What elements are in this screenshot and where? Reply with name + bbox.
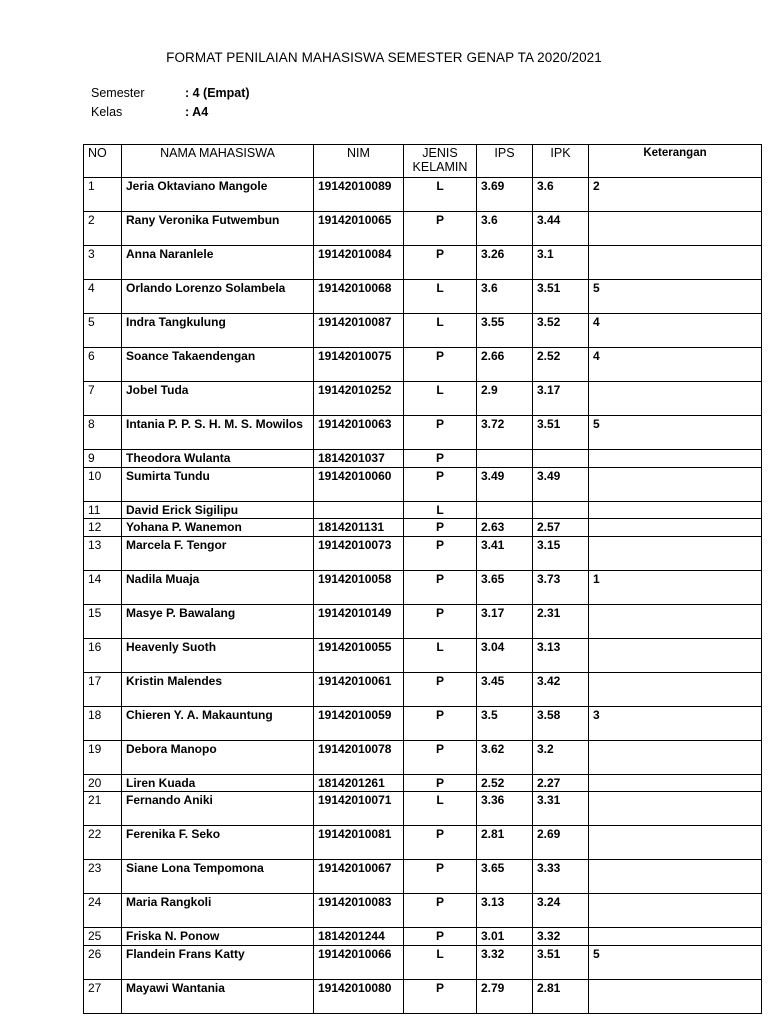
row-nama: Indra Tangkulung (122, 314, 314, 348)
table-row (84, 945, 762, 979)
row-ips: 3.6 (477, 212, 533, 246)
row-ipk: 2.81 (533, 979, 589, 1013)
row-nim: 19142010075 (314, 348, 404, 382)
row-jenis-kelamin: P (404, 672, 477, 706)
row-jenis-kelamin: P (404, 416, 477, 450)
table-row (84, 604, 762, 638)
row-nama: Anna Naranlele (122, 246, 314, 280)
table-row (84, 979, 762, 1013)
row-ipk: 3.31 (533, 792, 589, 826)
row-nama: Kristin Malendes (122, 672, 314, 706)
row-ips: 2.63 (477, 519, 533, 537)
row-jenis-kelamin: P (404, 979, 477, 1013)
row-ipk: 3.44 (533, 212, 589, 246)
table-row (84, 519, 762, 537)
row-no: 16 (84, 638, 122, 672)
row-nim (314, 501, 404, 519)
row-nim: 19142010068 (314, 280, 404, 314)
row-nim: 19142010067 (314, 860, 404, 894)
row-nama: Friska N. Ponow (122, 928, 314, 946)
row-nama: Nadila Muaja (122, 570, 314, 604)
header-ipk: IPK (533, 145, 589, 178)
row-nama: David Erick Sigilipu (122, 501, 314, 519)
row-no: 27 (84, 979, 122, 1013)
row-jenis-kelamin: P (404, 740, 477, 774)
row-ipk (533, 450, 589, 468)
row-ipk: 3.42 (533, 672, 589, 706)
row-jenis-kelamin: P (404, 450, 477, 468)
row-keterangan (589, 450, 762, 468)
header-nama: NAMA MAHASISWA (122, 145, 314, 178)
row-jenis-kelamin: P (404, 467, 477, 501)
row-nim: 1814201261 (314, 774, 404, 792)
table-row (84, 416, 762, 450)
table-row (84, 928, 762, 946)
row-nim: 19142010083 (314, 894, 404, 928)
row-nama: Siane Lona Tempomona (122, 860, 314, 894)
row-ips: 3.65 (477, 860, 533, 894)
row-ipk: 3.15 (533, 536, 589, 570)
header-jk-line2: KELAMIN (412, 160, 468, 174)
row-nim: 1814201037 (314, 450, 404, 468)
row-keterangan (589, 792, 762, 826)
row-jenis-kelamin: L (404, 280, 477, 314)
row-jenis-kelamin: P (404, 928, 477, 946)
row-no: 4 (84, 280, 122, 314)
header-keterangan: Keterangan (589, 145, 762, 178)
row-ipk: 3.32 (533, 928, 589, 946)
row-ips: 3.49 (477, 467, 533, 501)
row-nim: 1814201131 (314, 519, 404, 537)
table-header-row (84, 145, 762, 178)
row-jenis-kelamin: L (404, 178, 477, 212)
row-keterangan (589, 860, 762, 894)
row-keterangan (589, 672, 762, 706)
row-no: 12 (84, 519, 122, 537)
table-row (84, 894, 762, 928)
row-no: 6 (84, 348, 122, 382)
semester-label: Semester (91, 86, 145, 100)
row-nim: 19142010078 (314, 740, 404, 774)
table-row (84, 450, 762, 468)
row-jenis-kelamin: P (404, 536, 477, 570)
table-row (84, 280, 762, 314)
row-ipk: 3.51 (533, 945, 589, 979)
row-ips: 3.41 (477, 536, 533, 570)
row-keterangan (589, 467, 762, 501)
row-jenis-kelamin: P (404, 519, 477, 537)
row-jenis-kelamin: P (404, 604, 477, 638)
row-ips: 3.13 (477, 894, 533, 928)
table-row (84, 638, 762, 672)
row-ipk: 3.2 (533, 740, 589, 774)
row-nama: Jeria Oktaviano Mangole (122, 178, 314, 212)
row-nim: 19142010089 (314, 178, 404, 212)
row-ipk: 3.73 (533, 570, 589, 604)
row-jenis-kelamin: L (404, 945, 477, 979)
row-nim: 19142010060 (314, 467, 404, 501)
row-nama: Mayawi Wantania (122, 979, 314, 1013)
row-no: 8 (84, 416, 122, 450)
row-ips: 3.69 (477, 178, 533, 212)
row-no: 24 (84, 894, 122, 928)
row-ips: 3.45 (477, 672, 533, 706)
row-ips: 2.79 (477, 979, 533, 1013)
row-ips (477, 450, 533, 468)
row-keterangan (589, 501, 762, 519)
table-row (84, 774, 762, 792)
row-ips: 3.65 (477, 570, 533, 604)
semester-value: : 4 (Empat) (185, 86, 250, 100)
row-nama: Maria Rangkoli (122, 894, 314, 928)
row-no: 19 (84, 740, 122, 774)
header-nim: NIM (314, 145, 404, 178)
table-row (84, 212, 762, 246)
table-row (84, 740, 762, 774)
row-ips: 2.9 (477, 382, 533, 416)
row-no: 5 (84, 314, 122, 348)
row-ipk: 3.49 (533, 467, 589, 501)
header-ips: IPS (477, 145, 533, 178)
row-nama: Yohana P. Wanemon (122, 519, 314, 537)
row-no: 13 (84, 536, 122, 570)
row-keterangan (589, 979, 762, 1013)
row-jenis-kelamin: P (404, 246, 477, 280)
row-ips: 3.6 (477, 280, 533, 314)
document-title: FORMAT PENILAIAN MAHASISWA SEMESTER GENAP TA 2020/2021 (166, 50, 602, 65)
row-nim: 19142010073 (314, 536, 404, 570)
row-keterangan (589, 212, 762, 246)
row-nama: Intania P. P. S. H. M. S. Mowilos (122, 416, 314, 450)
kelas-line (91, 105, 208, 119)
row-keterangan (589, 826, 762, 860)
row-ipk: 3.52 (533, 314, 589, 348)
row-keterangan (589, 604, 762, 638)
row-no: 17 (84, 672, 122, 706)
row-nama: Soance Takaendengan (122, 348, 314, 382)
header-jk-line1: JENIS (422, 146, 458, 160)
row-ipk: 3.51 (533, 280, 589, 314)
row-nama: Jobel Tuda (122, 382, 314, 416)
row-ipk: 3.51 (533, 416, 589, 450)
row-keterangan (589, 928, 762, 946)
row-no: 11 (84, 501, 122, 519)
table-row (84, 382, 762, 416)
row-nama: Heavenly Suoth (122, 638, 314, 672)
row-jenis-kelamin: L (404, 638, 477, 672)
row-jenis-kelamin: P (404, 894, 477, 928)
row-ipk: 3.1 (533, 246, 589, 280)
row-nama: Liren Kuada (122, 774, 314, 792)
row-keterangan (589, 536, 762, 570)
row-ipk: 2.27 (533, 774, 589, 792)
row-keterangan (589, 638, 762, 672)
row-no: 10 (84, 467, 122, 501)
row-no: 20 (84, 774, 122, 792)
row-ips: 3.62 (477, 740, 533, 774)
table-row (84, 826, 762, 860)
row-nim: 19142010252 (314, 382, 404, 416)
row-jenis-kelamin: L (404, 501, 477, 519)
table-row (84, 348, 762, 382)
row-no: 7 (84, 382, 122, 416)
row-nama: Masye P. Bawalang (122, 604, 314, 638)
row-ips: 2.66 (477, 348, 533, 382)
row-ips: 3.32 (477, 945, 533, 979)
table-row (84, 178, 762, 212)
row-ipk (533, 501, 589, 519)
row-jenis-kelamin: P (404, 570, 477, 604)
row-nim: 19142010071 (314, 792, 404, 826)
table-row (84, 570, 762, 604)
row-nama: Ferenika F. Seko (122, 826, 314, 860)
row-keterangan (589, 894, 762, 928)
row-ipk: 2.57 (533, 519, 589, 537)
row-jenis-kelamin: P (404, 348, 477, 382)
row-keterangan: 4 (589, 348, 762, 382)
row-ipk: 3.6 (533, 178, 589, 212)
row-no: 3 (84, 246, 122, 280)
row-keterangan (589, 740, 762, 774)
row-nim: 19142010065 (314, 212, 404, 246)
table-row (84, 246, 762, 280)
row-no: 22 (84, 826, 122, 860)
row-ips: 3.36 (477, 792, 533, 826)
row-nama: Orlando Lorenzo Solambela (122, 280, 314, 314)
table-row (84, 467, 762, 501)
row-jenis-kelamin: P (404, 860, 477, 894)
row-nim: 19142010059 (314, 706, 404, 740)
table-row (84, 536, 762, 570)
row-no: 9 (84, 450, 122, 468)
row-nama: Sumirta Tundu (122, 467, 314, 501)
row-ipk: 2.69 (533, 826, 589, 860)
row-ipk: 2.31 (533, 604, 589, 638)
row-jenis-kelamin: P (404, 826, 477, 860)
row-nama: Fernando Aniki (122, 792, 314, 826)
row-keterangan: 2 (589, 178, 762, 212)
row-nim: 19142010084 (314, 246, 404, 280)
row-nama: Chieren Y. A. Makauntung (122, 706, 314, 740)
row-keterangan (589, 382, 762, 416)
row-keterangan: 5 (589, 945, 762, 979)
row-nim: 1814201244 (314, 928, 404, 946)
row-ipk: 3.33 (533, 860, 589, 894)
row-ips: 3.5 (477, 706, 533, 740)
row-keterangan: 4 (589, 314, 762, 348)
row-ipk: 2.52 (533, 348, 589, 382)
header-jenis-kelamin (404, 145, 477, 178)
row-keterangan (589, 519, 762, 537)
row-jenis-kelamin: P (404, 706, 477, 740)
row-no: 25 (84, 928, 122, 946)
row-keterangan: 5 (589, 416, 762, 450)
row-nim: 19142010063 (314, 416, 404, 450)
row-nama: Marcela F. Tengor (122, 536, 314, 570)
row-nim: 19142010081 (314, 826, 404, 860)
row-keterangan (589, 246, 762, 280)
table-row (84, 860, 762, 894)
row-ipk: 3.13 (533, 638, 589, 672)
table-row (84, 672, 762, 706)
row-no: 14 (84, 570, 122, 604)
row-jenis-kelamin: P (404, 774, 477, 792)
row-jenis-kelamin: P (404, 212, 477, 246)
row-ips: 3.72 (477, 416, 533, 450)
row-no: 18 (84, 706, 122, 740)
row-jenis-kelamin: L (404, 314, 477, 348)
row-ips (477, 501, 533, 519)
row-keterangan: 3 (589, 706, 762, 740)
row-keterangan: 5 (589, 280, 762, 314)
row-nama: Theodora Wulanta (122, 450, 314, 468)
row-nama: Rany Veronika Futwembun (122, 212, 314, 246)
row-keterangan: 1 (589, 570, 762, 604)
table-row (84, 792, 762, 826)
row-nim: 19142010061 (314, 672, 404, 706)
kelas-value: : A4 (185, 105, 209, 119)
grades-table (83, 144, 762, 1014)
table-row (84, 314, 762, 348)
row-nim: 19142010058 (314, 570, 404, 604)
row-ips: 3.55 (477, 314, 533, 348)
row-nim: 19142010055 (314, 638, 404, 672)
table-row (84, 501, 762, 519)
row-no: 2 (84, 212, 122, 246)
row-jenis-kelamin: L (404, 792, 477, 826)
row-ips: 3.04 (477, 638, 533, 672)
row-no: 1 (84, 178, 122, 212)
row-nama: Flandein Frans Katty (122, 945, 314, 979)
header-no: NO (84, 145, 122, 178)
kelas-label: Kelas (91, 105, 123, 119)
row-ipk: 3.24 (533, 894, 589, 928)
row-no: 21 (84, 792, 122, 826)
row-keterangan (589, 774, 762, 792)
row-nim: 19142010149 (314, 604, 404, 638)
row-nim: 19142010080 (314, 979, 404, 1013)
row-no: 26 (84, 945, 122, 979)
row-nama: Debora Manopo (122, 740, 314, 774)
row-ips: 3.17 (477, 604, 533, 638)
row-jenis-kelamin: L (404, 382, 477, 416)
row-no: 23 (84, 860, 122, 894)
row-ipk: 3.17 (533, 382, 589, 416)
row-ips: 3.01 (477, 928, 533, 946)
row-ips: 2.52 (477, 774, 533, 792)
row-ips: 2.81 (477, 826, 533, 860)
table-row (84, 706, 762, 740)
row-nim: 19142010066 (314, 945, 404, 979)
row-nim: 19142010087 (314, 314, 404, 348)
row-ipk: 3.58 (533, 706, 589, 740)
row-no: 15 (84, 604, 122, 638)
semester-line (91, 86, 250, 100)
row-ips: 3.26 (477, 246, 533, 280)
